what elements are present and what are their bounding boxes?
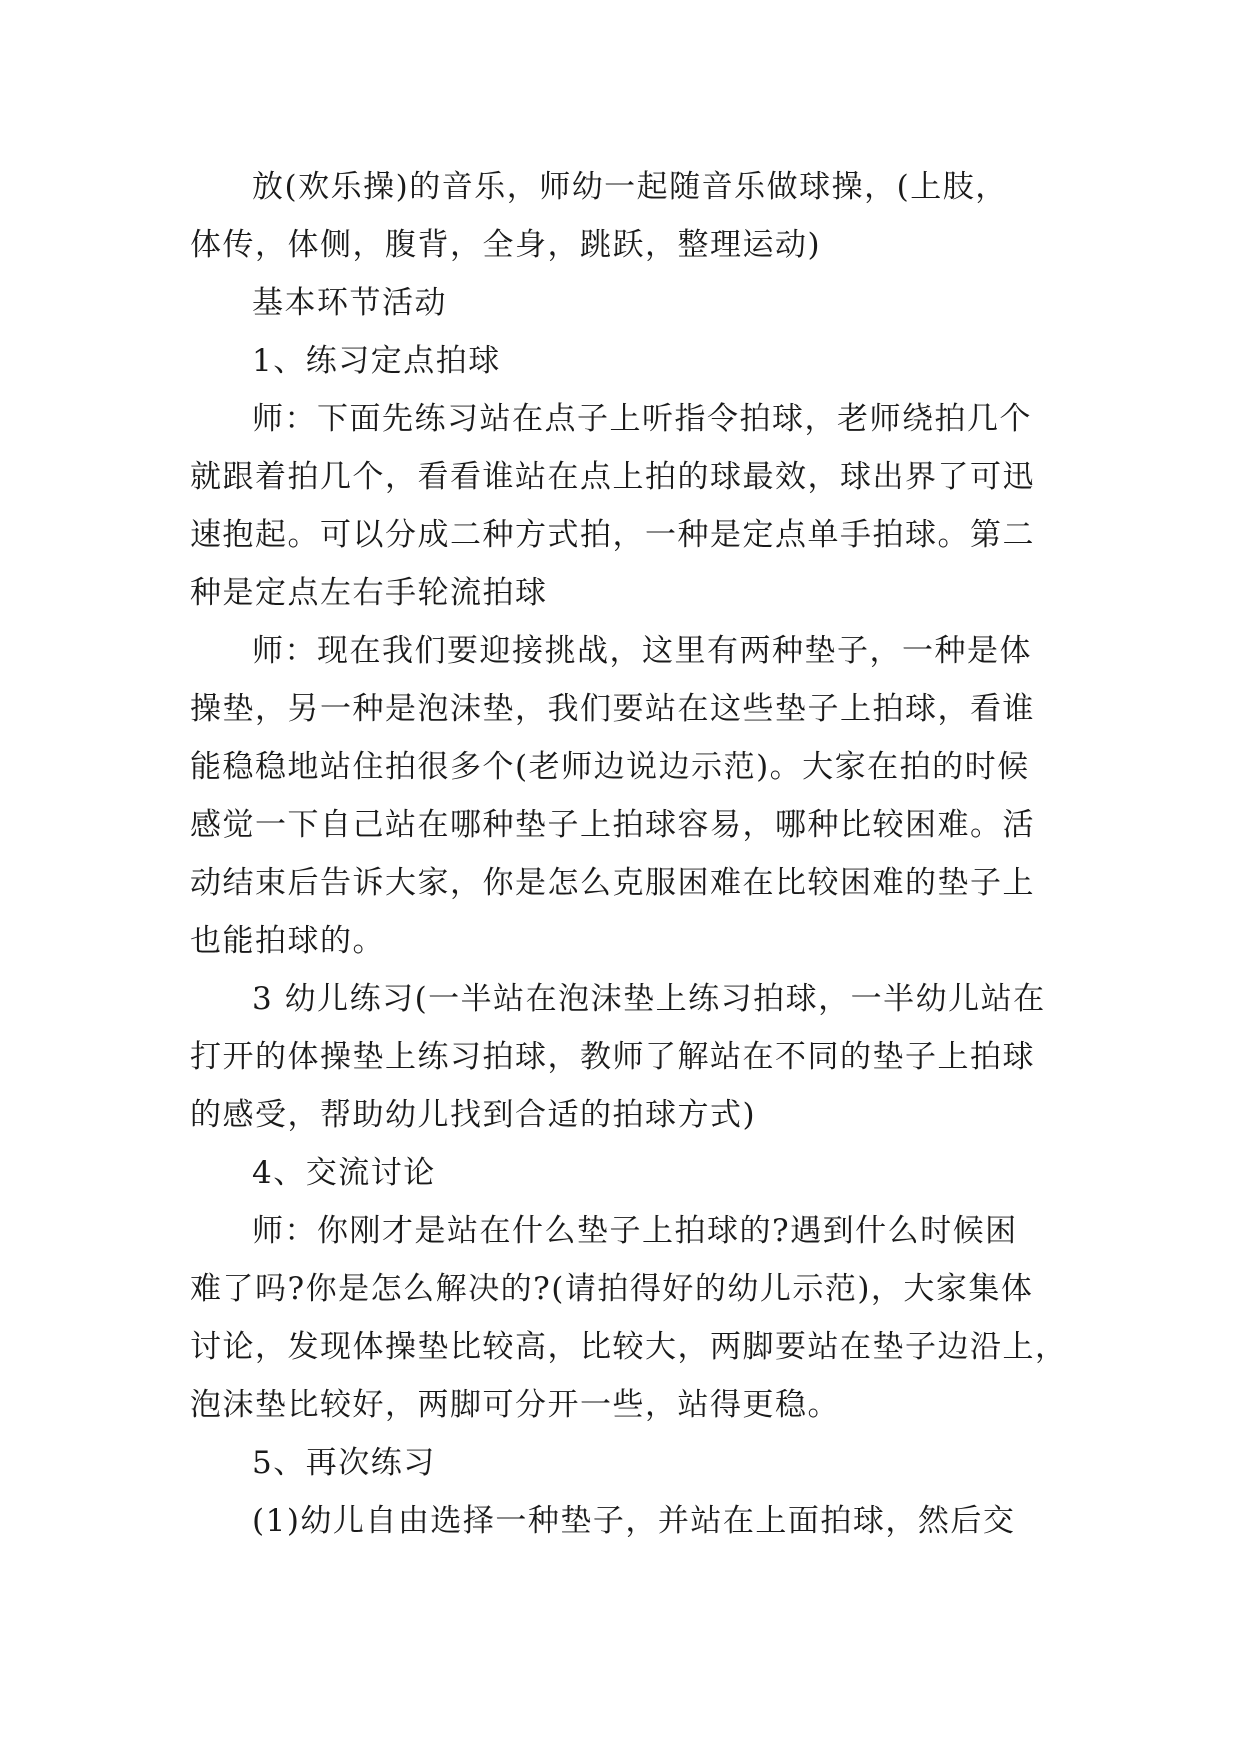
paragraph-music — [190, 158, 1070, 274]
text-line: 基本环节活动 — [252, 285, 447, 321]
step-heading-4 — [190, 1144, 1070, 1202]
text-line: 体传，体侧，腹背，全身，跳跃，整理运动) — [190, 227, 822, 263]
document-body — [190, 158, 1070, 1550]
paragraph-teacher-instructions-1 — [190, 390, 1070, 622]
text-line: 3 幼儿练习(一半站在泡沫垫上练习拍球，一半幼儿站在 — [252, 981, 1046, 1017]
text-line: 难了吗?你是怎么解决的?(请拍得好的幼儿示范)，大家集体 — [190, 1271, 1034, 1307]
text-line: 就跟着拍几个，看看谁站在点上拍的球最效，球出界了可迅 — [190, 459, 1035, 495]
text-line: 师：下面先练习站在点子上听指令拍球，老师绕拍几个 — [252, 401, 1032, 437]
text-line: 打开的体操垫上练习拍球，教师了解站在不同的垫子上拍球 — [190, 1039, 1035, 1075]
text-line: 感觉一下自己站在哪种垫子上拍球容易，哪种比较困难。活 — [190, 807, 1035, 843]
step-heading-1 — [190, 332, 1070, 390]
text-line: 师：你刚才是站在什么垫子上拍球的?遇到什么时候困 — [252, 1213, 1018, 1249]
step-heading-5 — [190, 1434, 1070, 1492]
text-line: 也能拍球的。 — [190, 923, 385, 959]
text-line: 5、再次练习 — [252, 1445, 436, 1481]
text-line: 动结束后告诉大家，你是怎么克服困难在比较困难的垫子上 — [190, 865, 1035, 901]
text-line: 讨论，发现体操垫比较高，比较大，两脚要站在垫子边沿上， — [190, 1329, 1068, 1365]
text-line: 能稳稳地站住拍很多个(老师边说边示范)。大家在拍的时候 — [190, 749, 1030, 785]
text-line: 师：现在我们要迎接挑战，这里有两种垫子，一种是体 — [252, 633, 1032, 669]
text-line: 4、交流讨论 — [252, 1155, 436, 1191]
text-line: (1)幼儿自由选择一种垫子，并站在上面拍球，然后交 — [252, 1503, 1016, 1539]
text-line: 泡沫垫比较好，两脚可分开一些，站得更稳。 — [190, 1387, 840, 1423]
text-line: 1、练习定点拍球 — [252, 343, 501, 379]
paragraph-step-5-1 — [190, 1492, 1070, 1550]
paragraph-teacher-instructions-2 — [190, 622, 1070, 970]
text-line: 放(欢乐操)的音乐，师幼一起随音乐做球操，(上肢， — [252, 169, 1008, 205]
section-heading — [190, 274, 1070, 332]
paragraph-step-3-practice — [190, 970, 1070, 1144]
text-line: 的感受，帮助幼儿找到合适的拍球方式) — [190, 1097, 757, 1133]
text-line: 速抱起。可以分成二种方式拍，一种是定点单手拍球。第二 — [190, 517, 1035, 553]
paragraph-teacher-discussion — [190, 1202, 1070, 1434]
text-line: 种是定点左右手轮流拍球 — [190, 575, 548, 611]
text-line: 操垫，另一种是泡沫垫，我们要站在这些垫子上拍球，看谁 — [190, 691, 1035, 727]
